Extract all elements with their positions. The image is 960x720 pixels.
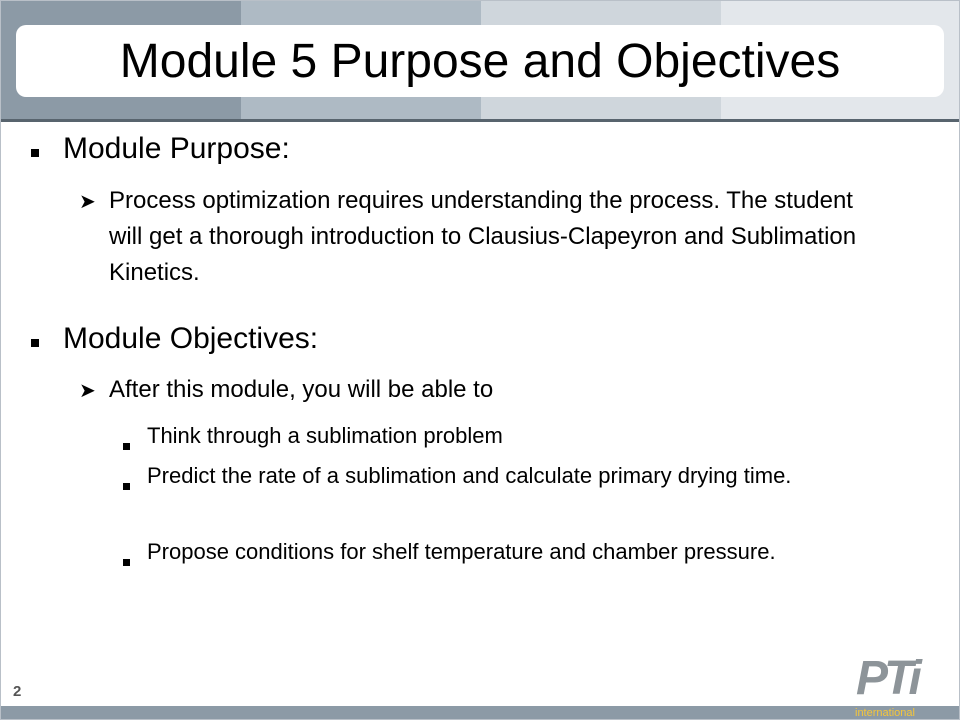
logo-mark: PTi bbox=[856, 652, 918, 705]
objective-text: Think through a sublimation problem bbox=[147, 423, 503, 448]
objectives-heading: Module Objectives: bbox=[63, 322, 319, 355]
purpose-text: Process optimization requires understanding the process. The student will get a thorough introduction to Clausius-Clapeyron and Sublimation Kinetics. bbox=[109, 187, 857, 286]
arrow-bullet-icon: ➤ bbox=[79, 380, 96, 402]
slide-title: Module 5 Purpose and Objectives bbox=[119, 34, 841, 88]
objectives-intro: After this module, you will be able to bbox=[109, 376, 494, 403]
logo-subtext: international bbox=[855, 707, 915, 719]
header-divider bbox=[1, 119, 960, 122]
square-bullet-icon bbox=[31, 334, 39, 350]
objective-text: Predict the rate of a sublimation and calculate primary drying time. bbox=[147, 463, 792, 488]
company-logo bbox=[851, 651, 951, 720]
square-bullet-icon bbox=[123, 430, 130, 464]
page-number: 2 bbox=[13, 683, 22, 700]
square-bullet-icon bbox=[31, 144, 39, 160]
objective-text: Propose conditions for shelf temperature and chamber pressure. bbox=[147, 539, 776, 564]
title-box bbox=[16, 25, 944, 97]
header-band bbox=[1, 1, 960, 121]
square-bullet-icon bbox=[123, 546, 130, 580]
purpose-heading: Module Purpose: bbox=[63, 132, 290, 165]
square-bullet-icon bbox=[123, 470, 130, 504]
arrow-bullet-icon: ➤ bbox=[79, 191, 96, 213]
footer-strip bbox=[1, 706, 960, 720]
